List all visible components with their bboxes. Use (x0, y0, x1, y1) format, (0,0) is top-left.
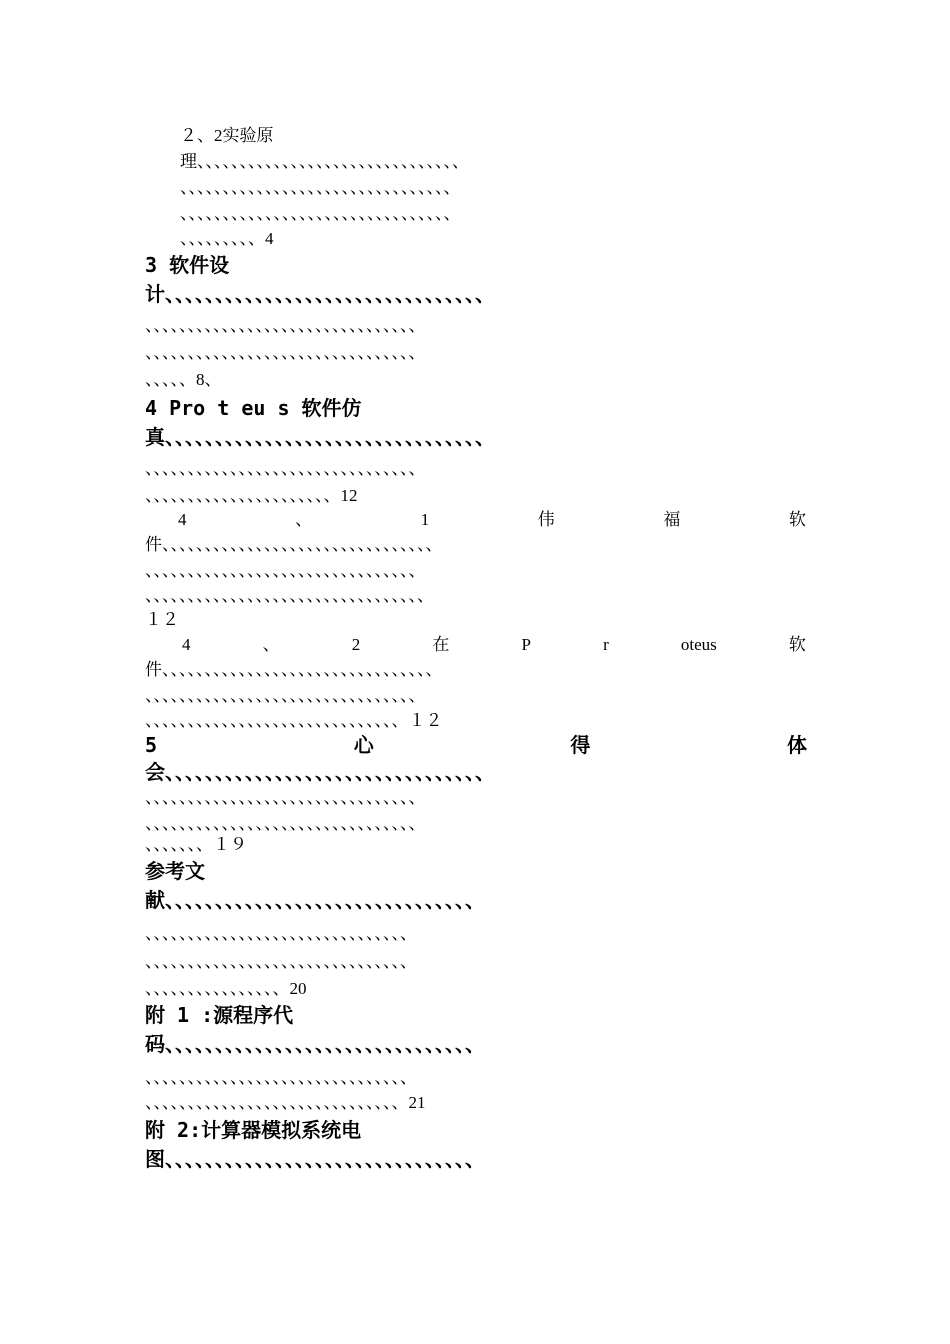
toc-entry-4-1-title (178, 508, 806, 532)
toc-leader-line: 会、、、、、、、、、、、、、、、、、、、、、、、、、、、、、、、、 (145, 760, 495, 784)
toc-leader-line: 理、、、、、、、、、、、、、、、、、、、、、、、、、、、、、、、 (180, 152, 469, 171)
toc-leader-line: 件、、、、、、、、、、、、、、、、、、、、、、、、、、、、、、、、 (145, 535, 443, 554)
toc-title-part: 体 (786, 733, 807, 757)
toc-title-part: 4 (182, 635, 191, 654)
toc-leader-line: 图、、、、、、、、、、、、、、、、、、、、、、、、、、、、、、、 (145, 1147, 485, 1171)
toc-title-part: 福 (663, 510, 681, 529)
toc-leader-line: 、、、、、、、、、、、、、、、、、、、、、、、、、、、、、、、 (145, 952, 417, 971)
toc-title-part: 、 (295, 510, 313, 529)
toc-page-line: 、、、、、、、、、4 (180, 229, 274, 248)
toc-title-part: 软 (788, 635, 806, 654)
toc-leader-line: 、、、、、、、、、、、、、、、、、、、、、、、、、、、、、、、、 (145, 343, 426, 362)
toc-entry-4-2-title (182, 633, 806, 657)
toc-leader-line: 献、、、、、、、、、、、、、、、、、、、、、、、、、、、、、、、 (145, 888, 485, 912)
toc-title-part: P (521, 635, 531, 654)
toc-leader-line: 、、、、、、、、、、、、、、、、、、、、、、、、、、、、、、、 (145, 1068, 417, 1087)
toc-title-part: 软 (788, 510, 806, 529)
toc-title-part: 伟 (537, 510, 555, 529)
toc-entry-references-title: 参考文 (145, 859, 205, 883)
toc-entry-3-title: 3 软件设 (145, 253, 230, 277)
toc-leader-line: 、、、、、、、、、、、、、、、、、、、、、、、、、、、、、、、、 (145, 788, 426, 807)
toc-title-part: 2 (351, 635, 361, 654)
toc-page-line: 、、、、、、、、、、、、、、、、20 (145, 979, 307, 998)
toc-leader-line: 、、、、、、、、、、、、、、、、、、、、、、、、、、、、、、、 (145, 924, 417, 943)
toc-leader-line: 件、、、、、、、、、、、、、、、、、、、、、、、、、、、、、、、、 (145, 660, 443, 679)
toc-page-line: 、、、、、、、、、、、、、、、、、、、、、、12 (145, 486, 358, 505)
toc-entry-4-title: 4 Pro t eu s 软件仿 (145, 396, 362, 420)
toc-leader-line: 、、、、、、、、、、、、、、、、、、、、、、、、、、、、、、、、 (180, 178, 461, 197)
toc-page-line: 、、、、、、、１９ (145, 835, 247, 854)
toc-page-line: １２ (145, 610, 179, 629)
toc-entry-2-2-title: ２、2实验原 (180, 126, 274, 145)
toc-title-part: r (603, 635, 609, 654)
toc-title-part: 5 (145, 733, 158, 757)
toc-leader-line: 、、、、、、、、、、、、、、、、、、、、、、、、、、、、、、、、 (145, 814, 426, 833)
toc-leader-line: 、、、、、、、、、、、、、、、、、、、、、、、、、、、、、、、、 (145, 561, 426, 580)
toc-page-line: 、、、、、、、、、、、、、、、、、、、、、、、、、、、、、、21 (145, 1093, 426, 1112)
toc-title-part: 在 (432, 635, 450, 654)
toc-leader-line: 、、、、、、、、、、、、、、、、、、、、、、、、、、、、、、、、 (180, 204, 461, 223)
toc-leader-line: 真、、、、、、、、、、、、、、、、、、、、、、、、、、、、、、、、 (145, 425, 495, 449)
toc-leader-line: 、、、、、、、、、、、、、、、、、、、、、、、、、、、、、、、、 (145, 459, 426, 478)
toc-page-line: 、、、、、8、 (145, 370, 222, 389)
toc-title-part: 得 (570, 733, 591, 757)
toc-entry-5-title (145, 732, 807, 758)
toc-title-part: 心 (353, 733, 374, 757)
toc-title-part: 4 (178, 510, 187, 529)
toc-title-part: oteus (680, 635, 717, 654)
toc-entry-appendix-1-title: 附 1 :源程序代 (145, 1003, 294, 1027)
toc-leader-line: 码、、、、、、、、、、、、、、、、、、、、、、、、、、、、、、、 (145, 1032, 485, 1056)
toc-leader-line: 、、、、、、、、、、、、、、、、、、、、、、、、、、、、、、、、 (145, 316, 426, 335)
toc-leader-line: 、、、、、、、、、、、、、、、、、、、、、、、、、、、、、、、、 (145, 686, 426, 705)
toc-title-part: 、 (262, 635, 280, 654)
toc-leader-line: 、、、、、、、、、、、、、、、、、、、、、、、、、、、、、、、、、 (145, 586, 434, 605)
toc-title-part: 1 (420, 510, 430, 529)
toc-page-line: 、、、、、、、、、、、、、、、、、、、、、、、、、、、、、、１２ (145, 711, 443, 730)
toc-leader-line: 计、、、、、、、、、、、、、、、、、、、、、、、、、、、、、、、、 (145, 282, 495, 306)
toc-entry-appendix-2-title: 附 2:计算器模拟系统电 (145, 1118, 362, 1142)
